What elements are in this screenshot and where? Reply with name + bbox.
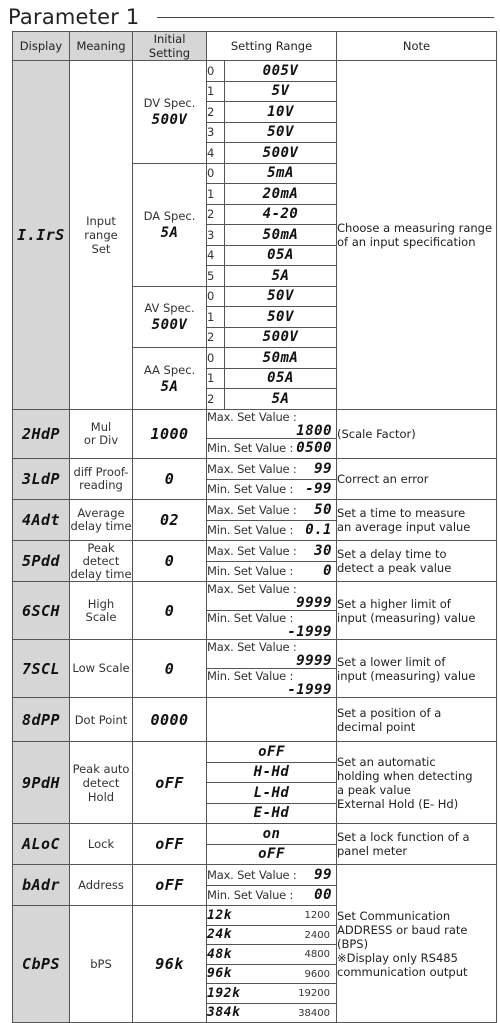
range-code: H-Hd: [253, 764, 290, 781]
meaning-cell: [70, 61, 133, 410]
index-text: 2: [207, 391, 215, 406]
display-cell: [13, 906, 70, 1023]
note-cell: [337, 500, 497, 541]
display-code: 9PdH: [21, 773, 61, 792]
header-initial: [133, 32, 207, 61]
index-text: 0: [207, 63, 215, 78]
initial-cell: [133, 459, 207, 500]
header-range: [207, 32, 337, 61]
meaning-cell: [70, 459, 133, 500]
note-text: holding when detecting: [337, 768, 473, 783]
range-value: [225, 81, 337, 102]
note-cell: [337, 865, 497, 1023]
meaning-text: or Div: [83, 432, 119, 447]
note-text: communication output: [337, 964, 468, 979]
max-label: Max. Set Value :: [207, 582, 297, 596]
meaning-text: diff Proof-: [73, 465, 129, 479]
meaning-text: delay time: [70, 519, 132, 533]
meaning-text: Peak auto: [72, 761, 130, 776]
range-code: oFF: [258, 743, 285, 760]
initial-code: oFF: [155, 876, 184, 894]
note-text: (Scale Factor): [337, 426, 416, 441]
range-value: [225, 286, 337, 307]
meaning-cell: [70, 500, 133, 541]
baud-code: 24k: [207, 927, 232, 943]
display-cell: [13, 459, 70, 500]
max-code: 9999: [296, 595, 332, 611]
spec-cell: [133, 348, 207, 410]
spec-cell: [133, 61, 207, 164]
min-label: Min. Set Value :: [207, 523, 294, 538]
meaning-text: bPS: [90, 957, 112, 971]
range-value: [225, 266, 337, 287]
range-code: E-Hd: [253, 805, 290, 822]
range-value: [225, 122, 337, 143]
range-code: 50V: [267, 308, 294, 325]
range-value: [225, 204, 337, 225]
min-code: -1999: [287, 682, 332, 698]
note-text: Choose a measuring range of an input specification: [337, 220, 493, 249]
note-text: Set an automatic: [337, 754, 436, 769]
range-code: 10V: [267, 103, 294, 120]
range-value: [207, 762, 337, 783]
meaning-text: range: [84, 227, 118, 242]
parameter-table: [12, 31, 497, 1023]
max-label: Max. Set Value :: [207, 502, 297, 517]
range-code: oFF: [258, 846, 285, 863]
baud-rate: 4800: [304, 949, 330, 960]
range-empty-cell: [207, 698, 337, 742]
min-value-cell: [207, 479, 337, 500]
meaning-text: Lock: [87, 837, 115, 851]
range-code: 5V: [271, 83, 290, 100]
range-code: 500V: [262, 144, 299, 161]
note-cell: [337, 698, 497, 742]
min-label: Min. Set Value :: [207, 611, 294, 625]
header-label: Setting Range: [230, 39, 313, 53]
initial-cell: [133, 906, 207, 1023]
note-text: decimal point: [337, 719, 416, 734]
baud-rate: 2400: [304, 929, 330, 941]
range-value: [225, 348, 337, 369]
meaning-text: Average: [77, 506, 125, 520]
meaning-text: Address: [78, 878, 124, 892]
display-code: ALoC: [21, 835, 61, 853]
header-label: Note: [402, 39, 431, 53]
range-index: [207, 348, 225, 369]
display-code: 5Pdd: [21, 552, 61, 570]
max-label: Max. Set Value :: [207, 409, 297, 424]
initial-cell: [133, 865, 207, 906]
note-text: Set a higher limit of: [337, 596, 451, 611]
spec-label: DA Spec.: [143, 209, 196, 223]
display-code: 6SCH: [21, 601, 61, 620]
range-index: [207, 163, 225, 184]
meaning-text: Peak: [87, 540, 115, 555]
index-text: 5: [207, 268, 215, 283]
range-value: [225, 307, 337, 328]
min-value-cell: [207, 520, 337, 541]
note-cell: [337, 640, 497, 698]
min-code: 0: [323, 563, 332, 580]
min-code: -1999: [287, 624, 332, 640]
display-code: I.IrS: [17, 225, 65, 244]
max-code: 50: [314, 501, 332, 518]
initial-code: oFF: [155, 835, 184, 853]
range-index: [207, 102, 225, 123]
baud-code-cell: [207, 945, 337, 965]
header-label: Display: [19, 39, 63, 53]
max-code: 99: [314, 460, 332, 477]
note-text: Correct an error: [337, 472, 429, 486]
min-label: Min. Set Value :: [207, 482, 294, 497]
meaning-text: Low Scale: [72, 661, 130, 675]
meaning-text: Scale: [85, 609, 117, 624]
display-cell: [13, 824, 70, 865]
index-text: 1: [207, 371, 215, 386]
initial-code: 0: [164, 470, 175, 488]
index-text: 4: [207, 248, 215, 263]
spec-initial: 5A: [160, 378, 179, 395]
range-index: [207, 184, 225, 205]
display-code: 3LdP: [21, 470, 61, 488]
display-cell: [13, 698, 70, 742]
baud-rate: 1200: [304, 910, 330, 921]
index-text: 1: [207, 309, 215, 324]
display-code: CbPS: [21, 955, 61, 973]
initial-code: 1000: [150, 424, 189, 443]
range-code: 50V: [267, 124, 294, 141]
note-cell: [337, 61, 497, 410]
range-index: [207, 204, 225, 225]
display-code: 7SCL: [21, 659, 61, 678]
min-label: Min. Set Value :: [207, 564, 294, 579]
range-code: 50mA: [262, 349, 299, 366]
range-index: [207, 122, 225, 143]
range-index: [207, 307, 225, 328]
max-value-cell: [207, 865, 337, 886]
baud-code: 12k: [207, 907, 232, 923]
initial-cell: [133, 500, 207, 541]
meaning-cell: [70, 906, 133, 1023]
note-cell: [337, 409, 497, 459]
display-cell: [13, 742, 70, 824]
header-display: [13, 32, 70, 61]
index-text: 2: [207, 330, 215, 345]
note-cell: [337, 824, 497, 865]
index-text: 1: [207, 84, 215, 99]
spec-label: DV Spec.: [143, 96, 196, 111]
note-text: a peak value: [337, 782, 411, 797]
initial-code: 0: [164, 659, 175, 678]
meaning-text: Mul: [90, 419, 112, 434]
meaning-cell: [70, 409, 133, 459]
display-code: 8dPP: [21, 710, 61, 729]
index-text: 2: [207, 207, 215, 222]
range-code: on: [262, 825, 281, 842]
range-code: 5A: [271, 267, 290, 284]
note-text: detect a peak value: [337, 561, 452, 575]
spec-cell: [133, 163, 207, 286]
initial-cell: [133, 409, 207, 459]
baud-code-cell: [207, 1003, 337, 1023]
title-rule: [157, 17, 494, 18]
spec-initial: 500V: [151, 112, 188, 129]
max-code: 99: [314, 866, 332, 883]
note-text: Set a delay time to: [337, 547, 447, 561]
meaning-cell: [70, 698, 133, 742]
initial-cell: [133, 640, 207, 698]
page-header: [8, 4, 494, 30]
range-value: [207, 783, 337, 804]
range-code: 4-20: [262, 206, 299, 223]
range-value: [225, 245, 337, 266]
note-text: (BPS): [337, 936, 369, 951]
min-label: Min. Set Value :: [207, 441, 294, 456]
meaning-cell: [70, 742, 133, 824]
initial-code: 0: [164, 601, 175, 620]
meaning-text: High: [87, 596, 115, 611]
baud-rate: 38400: [298, 1007, 330, 1019]
max-label: Max. Set Value :: [207, 640, 297, 654]
header-meaning: [70, 32, 133, 61]
max-value-cell: [207, 500, 337, 521]
range-index: [207, 225, 225, 246]
header-label: Initial Setting: [148, 32, 191, 60]
initial-code: 02: [159, 511, 180, 529]
min-code: 0.1: [305, 522, 332, 539]
meaning-cell: [70, 541, 133, 582]
range-value: [207, 824, 337, 845]
meaning-text: detect: [82, 553, 120, 568]
display-cell: [13, 865, 70, 906]
range-code: 20mA: [262, 185, 299, 202]
index-text: 4: [207, 145, 215, 160]
display-cell: [13, 541, 70, 582]
note-text: an average input value: [337, 520, 471, 534]
range-index: [207, 286, 225, 307]
baud-code-cell: [207, 906, 337, 926]
display-code: 2HdP: [21, 424, 61, 443]
range-index: [207, 266, 225, 287]
meaning-text: Input: [86, 213, 116, 228]
initial-cell: [133, 582, 207, 640]
range-value: [225, 389, 337, 410]
meaning-text: Set: [91, 241, 111, 256]
initial-code: 96k: [155, 955, 184, 973]
note-text: Set a lock function of a: [337, 830, 470, 844]
spec-label: AA Spec.: [143, 362, 196, 377]
meaning-text: detect: [82, 775, 120, 790]
index-text: 2: [207, 104, 215, 119]
display-cell: [13, 61, 70, 410]
min-code: 00: [314, 887, 332, 904]
max-code: 1800: [296, 422, 332, 439]
min-label: Min. Set Value :: [207, 669, 294, 683]
max-code: 9999: [296, 653, 332, 669]
range-code: 500V: [262, 329, 299, 346]
range-value: [207, 844, 337, 865]
range-code: 005V: [262, 62, 299, 79]
max-label: Max. Set Value :: [207, 867, 297, 882]
display-code: 4Adt: [21, 511, 61, 529]
baud-code: 192k: [207, 985, 241, 1001]
spec-initial: 500V: [151, 317, 188, 334]
range-value: [207, 742, 337, 763]
initial-code: 0000: [150, 710, 189, 729]
meaning-text: delay time: [70, 566, 132, 581]
range-code: 5mA: [267, 165, 294, 182]
index-text: 0: [207, 289, 215, 304]
note-text: Set a time to measure: [337, 506, 466, 520]
min-value-cell: [207, 438, 337, 459]
max-code: 30: [314, 542, 332, 559]
initial-cell: [133, 541, 207, 582]
index-text: 1: [207, 186, 215, 201]
max-value-cell: [207, 582, 337, 611]
note-cell: [337, 582, 497, 640]
initial-code: 0: [164, 552, 175, 570]
note-text: External Hold (E- Hd): [337, 796, 459, 811]
min-value-cell: [207, 611, 337, 640]
page-title: Parameter 1: [8, 5, 140, 29]
range-value: [225, 61, 337, 82]
initial-cell: [133, 824, 207, 865]
note-text: input (measuring) value: [337, 668, 476, 683]
baud-rate: 19200: [298, 988, 330, 999]
max-value-cell: [207, 409, 337, 438]
display-cell: [13, 409, 70, 459]
range-index: [207, 61, 225, 82]
range-value: [225, 225, 337, 246]
meaning-cell: [70, 824, 133, 865]
display-cell: [13, 582, 70, 640]
range-index: [207, 327, 225, 348]
meaning-cell: [70, 640, 133, 698]
display-cell: [13, 500, 70, 541]
baud-code-cell: [207, 984, 337, 1004]
max-label: Max. Set Value :: [207, 543, 297, 558]
range-index: [207, 389, 225, 410]
index-text: 0: [207, 350, 215, 365]
spec-label: AV Spec.: [144, 301, 195, 316]
min-code: 0500: [296, 440, 332, 457]
index-text: 0: [207, 166, 215, 181]
range-value: [225, 368, 337, 389]
range-code: 50mA: [262, 226, 299, 243]
range-code: L-Hd: [253, 784, 290, 801]
meaning-cell: [70, 582, 133, 640]
spec-initial: 5A: [160, 225, 179, 241]
range-value: [225, 143, 337, 164]
range-index: [207, 81, 225, 102]
note-text: ADDRESS or baud rate: [337, 922, 468, 937]
header-label: Meaning: [76, 39, 126, 53]
min-code: -99: [305, 481, 332, 498]
display-cell: [13, 640, 70, 698]
range-value: [225, 327, 337, 348]
min-value-cell: [207, 561, 337, 582]
meaning-text: reading: [79, 478, 123, 492]
max-value-cell: [207, 640, 337, 669]
initial-cell: [133, 698, 207, 742]
range-code: 5A: [271, 390, 290, 407]
max-label: Max. Set Value :: [207, 461, 297, 476]
note-cell: [337, 459, 497, 500]
range-value: [207, 803, 337, 824]
range-index: [207, 368, 225, 389]
initial-code: oFF: [155, 773, 184, 792]
min-label: Min. Set Value :: [207, 888, 294, 903]
note-text: Set a lower limit of: [337, 654, 446, 669]
initial-cell: [133, 742, 207, 824]
meaning-text: Hold: [87, 789, 115, 804]
max-value-cell: [207, 541, 337, 562]
index-text: 3: [207, 227, 215, 242]
range-value: [225, 163, 337, 184]
baud-rate: 9600: [304, 968, 330, 980]
index-text: 3: [207, 125, 215, 140]
baud-code-cell: [207, 964, 337, 984]
min-value-cell: [207, 885, 337, 906]
baud-code: 48k: [207, 946, 232, 962]
max-value-cell: [207, 459, 337, 480]
note-text: input (measuring) value: [337, 610, 476, 625]
header-note: [337, 32, 497, 61]
range-code: 50V: [267, 288, 294, 305]
range-index: [207, 245, 225, 266]
spec-cell: [133, 286, 207, 348]
meaning-text: Dot Point: [74, 712, 128, 727]
note-cell: [337, 742, 497, 824]
range-value: [225, 184, 337, 205]
baud-code: 384k: [207, 1005, 241, 1021]
note-cell: [337, 541, 497, 582]
min-value-cell: [207, 669, 337, 698]
note-text: Set a position of a: [337, 705, 442, 720]
display-code: bAdr: [21, 876, 61, 894]
range-value: [225, 102, 337, 123]
note-text: panel meter: [337, 844, 408, 858]
note-text: ※Display only RS485: [337, 950, 458, 965]
range-code: 05A: [267, 247, 294, 264]
baud-code-cell: [207, 925, 337, 945]
note-text: Set Communication: [337, 908, 451, 923]
meaning-cell: [70, 865, 133, 906]
baud-code: 96k: [207, 966, 232, 982]
range-code: 05A: [267, 370, 294, 387]
range-index: [207, 143, 225, 164]
